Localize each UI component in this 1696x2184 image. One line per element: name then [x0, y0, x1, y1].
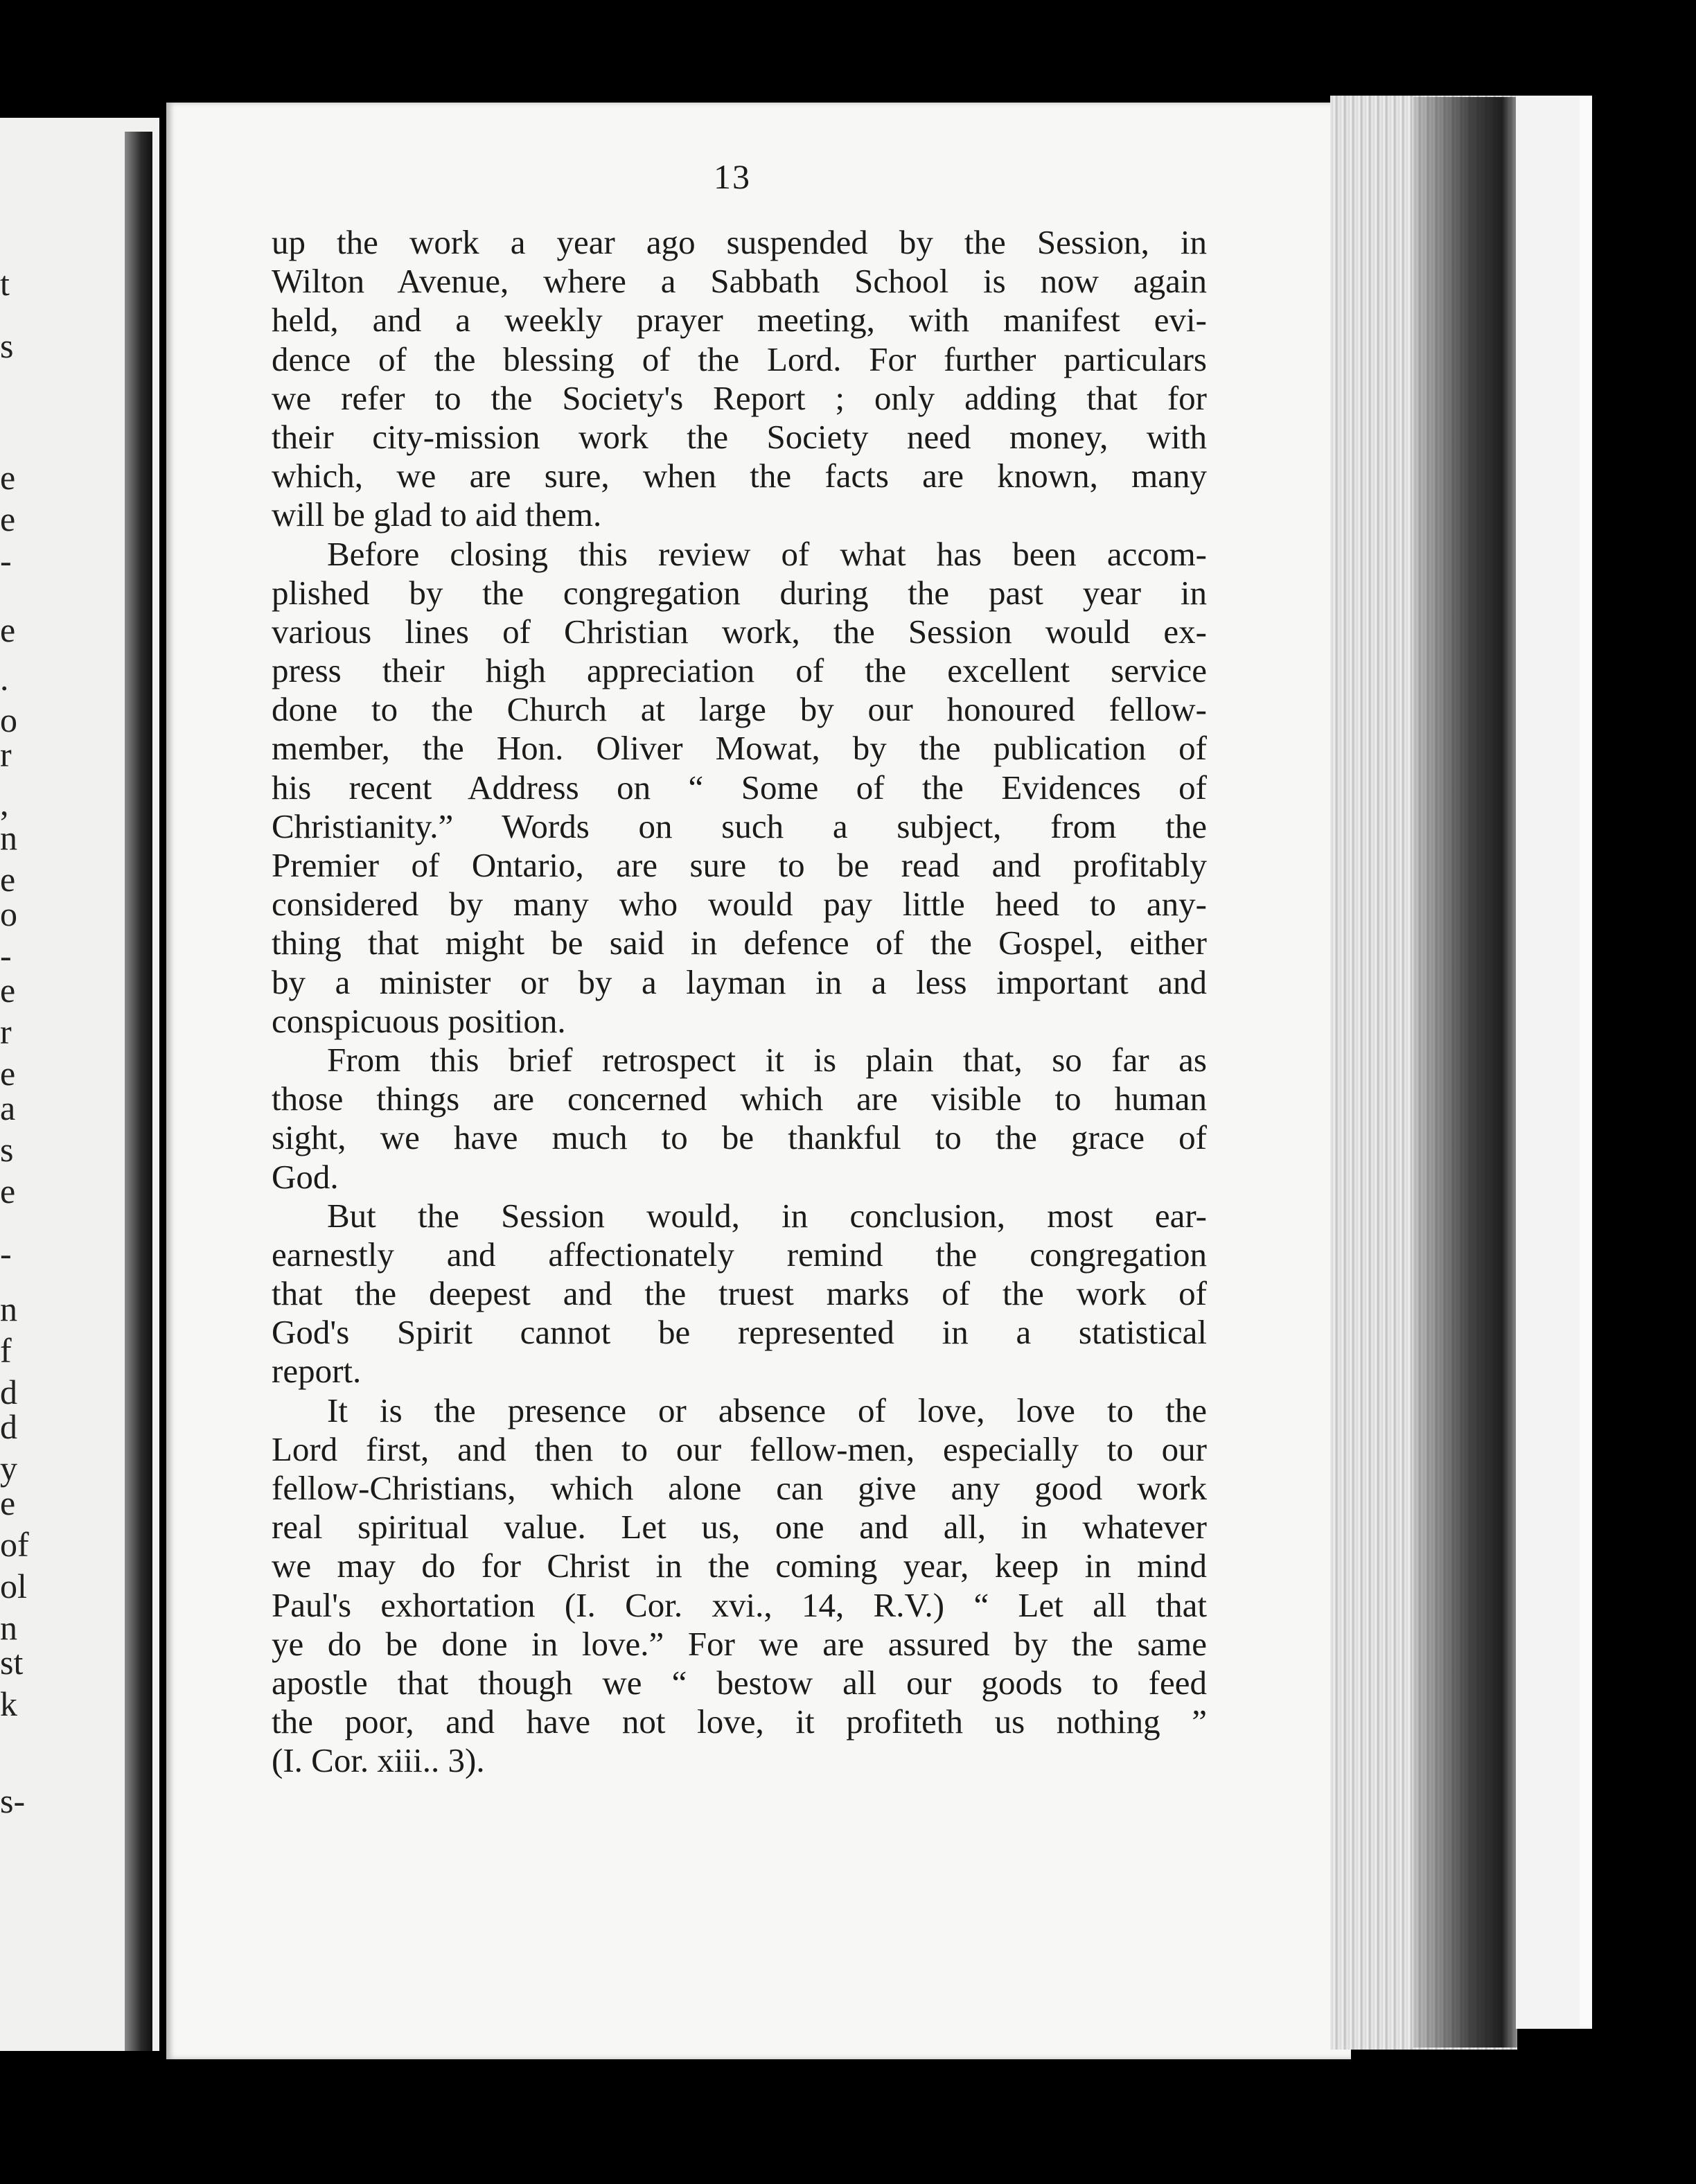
left-page-fragment: s	[0, 1130, 14, 1169]
left-page-fragment: r	[0, 735, 12, 774]
text-line: thing that might be said in defence of the Gospel, either	[272, 924, 1207, 962]
back-cover-edge	[1580, 97, 1592, 2027]
left-page-fragment: e	[0, 860, 16, 899]
left-page-fragment: s-	[0, 1781, 26, 1820]
text-line: held, and a weekly prayer meeting, with manifest evi-	[272, 301, 1207, 340]
left-page-fragment: y	[0, 1449, 17, 1488]
text-line: From this brief retrospect it is plain that, so far as	[327, 1040, 1207, 1079]
text-line: those things are concerned which are visible to human	[272, 1080, 1207, 1118]
text-line: Christianity.” Words on such a subject, from the	[272, 807, 1207, 845]
text-line: member, the Hon. Oliver Mowat, by the publication of	[272, 729, 1207, 768]
left-page-fragment: st	[0, 1643, 24, 1682]
left-page-fragment: .	[0, 659, 9, 698]
text-line: their city-mission work the Society need money, with	[272, 417, 1207, 456]
left-page-text-fragments	[0, 0, 28, 2184]
text-line: God's Spirit cannot be represented in a statistical	[272, 1313, 1207, 1352]
left-page-fragment: k	[0, 1684, 17, 1723]
text-line: ye do be done in love.” For we are assured by the same	[272, 1624, 1207, 1663]
text-line: earnestly and affectionately remind the congregation	[272, 1235, 1207, 1274]
left-page-fragment: e	[0, 1172, 16, 1210]
left-page-fragment: e	[0, 1483, 16, 1522]
left-page-fragment: -	[0, 936, 12, 975]
left-page-fragment: of	[0, 1525, 29, 1564]
text-line: we may do for Christ in the coming year, keep in mind	[272, 1547, 1207, 1585]
text-line: we refer to the Society's Report ; only adding that for	[272, 378, 1207, 417]
left-page-fragment: n	[0, 818, 17, 857]
left-page-fragment: ol	[0, 1567, 27, 1605]
left-page-fragment: a	[0, 1089, 16, 1127]
left-page-fragment: f	[0, 1331, 12, 1370]
left-page-fragment: n	[0, 1289, 17, 1328]
body-text	[272, 223, 1207, 1781]
text-line: (I. Cor. xiii.. 3).	[272, 1741, 485, 1780]
text-line: Before closing this review of what has been accom-	[327, 534, 1207, 573]
left-page-fragment: d	[0, 1373, 17, 1411]
text-line: sight, we have much to be thankful to the grace of	[272, 1118, 1207, 1157]
text-line: done to the Church at large by our honoured fellow-	[272, 690, 1207, 729]
text-line: report.	[272, 1352, 362, 1391]
text-line: real spiritual value. Let us, one and all, in whatever	[272, 1508, 1207, 1547]
text-line: considered by many who would pay little heed to any-	[272, 885, 1207, 924]
page-edges-shadow	[1413, 97, 1517, 2048]
left-page-fragment: e	[0, 500, 16, 538]
text-line: press their high appreciation of the excellent service	[272, 651, 1207, 690]
text-line: God.	[272, 1157, 339, 1196]
text-line: dence of the blessing of the Lord. For further particulars	[272, 340, 1207, 378]
left-page-fragment: e	[0, 1054, 16, 1093]
text-line: will be glad to aid them.	[272, 495, 602, 534]
left-page-fragment: e	[0, 610, 16, 649]
left-page-fragment: o	[0, 895, 17, 933]
left-page-fragment: e	[0, 971, 16, 1010]
left-page-fragment: ,	[0, 784, 9, 822]
left-page-fragment: e	[0, 458, 16, 497]
text-line: various lines of Christian work, the Session would ex-	[272, 612, 1207, 651]
text-line: by a minister or by a layman in a less important and	[272, 962, 1207, 1001]
left-page-fragment: s	[0, 326, 14, 365]
text-line: the poor, and have not love, it profiteth us nothing ”	[272, 1702, 1207, 1741]
text-line: conspicuous position.	[272, 1001, 566, 1040]
text-line: that the deepest and the truest marks of the work of	[272, 1274, 1207, 1313]
text-line: up the work a year ago suspended by the Session, in	[272, 223, 1207, 261]
text-line: fellow-Christians, which alone can give any good work	[272, 1469, 1207, 1507]
page-number: 13	[714, 157, 751, 196]
text-line: Wilton Avenue, where a Sabbath School is now again	[272, 262, 1207, 301]
left-page-fragment: n	[0, 1608, 17, 1647]
left-page-fragment: -	[0, 1234, 12, 1273]
left-page-fragment: -	[0, 541, 12, 580]
left-page-fragment: t	[0, 264, 10, 303]
text-line: Paul's exhortation (I. Cor. xvi., 14, R.V.) “ Let all that	[272, 1585, 1207, 1624]
text-line: It is the presence or absence of love, love to the	[327, 1391, 1207, 1429]
left-page-fragment: d	[0, 1407, 17, 1446]
text-line: Lord first, and then to our fellow-men, especially to our	[272, 1429, 1207, 1468]
left-page-fragment: o	[0, 701, 17, 739]
text-line: plished by the congregation during the past year in	[272, 573, 1207, 612]
left-page-fragment: r	[0, 1012, 12, 1051]
text-line: which, we are sure, when the facts are known, many	[272, 457, 1207, 495]
text-line: Premier of Ontario, are sure to be read and profitably	[272, 846, 1207, 884]
book-gutter	[125, 132, 152, 2051]
text-line: But the Session would, in conclusion, most ear-	[327, 1196, 1207, 1235]
text-line: his recent Address on “ Some of the Evidences of	[272, 768, 1207, 807]
text-line: apostle that though we “ bestow all our goods to feed	[272, 1663, 1207, 1702]
